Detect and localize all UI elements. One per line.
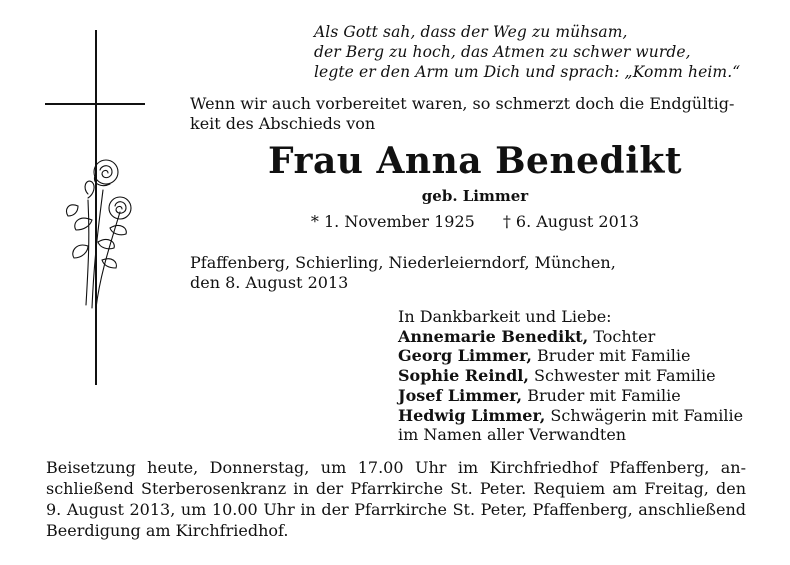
mourner-row: [398, 346, 778, 366]
mourner-name: Josef Limmer,: [398, 385, 523, 405]
memorial-poem: [314, 22, 774, 82]
mourner-relation: Schwester mit Familie: [534, 366, 716, 386]
mourner-relation: Schwägerin mit Familie: [550, 405, 744, 425]
birth-date: * 1. November 1925: [310, 212, 475, 231]
intro-line: Wenn wir auch vorbereitet waren, so schmerzt doch die Endgültig-: [190, 94, 735, 113]
roses-icon: [58, 150, 138, 310]
mourner-row: [398, 327, 778, 347]
funeral-line: Beisetzung heute, Donnerstag, um 17.00 Uhr im Kirchfriedhof Pfaffenberg, an-: [46, 458, 746, 477]
mourner-relation: Bruder mit Familie: [537, 346, 691, 366]
thanks-heading: In Dankbarkeit und Liebe:: [398, 307, 612, 326]
mourner-row: [398, 406, 778, 426]
cross-horizontal-bar: [45, 103, 145, 105]
funeral-line: 9. August 2013, um 10.00 Uhr in der Pfarrkirche St. Peter, Pfaffenberg, anschließend: [46, 500, 746, 519]
thanks-footer: im Namen aller Verwandten: [398, 425, 627, 445]
life-dates: [190, 211, 760, 233]
birth-name: geb. Limmer: [421, 187, 529, 205]
funeral-line: schließend Sterberosenkranz in der Pfarrkirche St. Peter. Requiem am Freitag, den: [46, 479, 746, 498]
intro-text: [190, 94, 760, 134]
mourner-name: Sophie Reindl,: [398, 366, 529, 386]
mourner-name: Hedwig Limmer,: [398, 405, 546, 425]
funeral-details: [46, 457, 746, 541]
deceased-name: Frau Anna Benedikt: [268, 140, 682, 182]
poem-line: der Berg zu hoch, das Atmen zu schwer wurde,: [314, 43, 691, 61]
mourners-block: [398, 307, 778, 445]
poem-line: Als Gott sah, dass der Weg zu mühsam,: [314, 23, 628, 41]
mourner-name: Georg Limmer,: [398, 346, 532, 366]
mourner-row: [398, 366, 778, 386]
place-and-date: [190, 253, 760, 293]
mourner-row: [398, 386, 778, 406]
mourner-relation: Bruder mit Familie: [527, 385, 681, 405]
intro-line: keit des Abschieds von: [190, 114, 376, 133]
places-line: Pfaffenberg, Schierling, Niederleierndorf, München,: [190, 253, 616, 272]
death-date: † 6. August 2013: [502, 212, 640, 231]
mourner-name: Annemarie Benedikt,: [398, 326, 589, 346]
poem-line: legte er den Arm um Dich und sprach: „Komm heim.“: [314, 63, 741, 81]
date-line: den 8. August 2013: [190, 273, 349, 292]
funeral-line: Beerdigung am Kirchfriedhof.: [46, 521, 289, 540]
mourner-relation: Tochter: [593, 326, 656, 346]
